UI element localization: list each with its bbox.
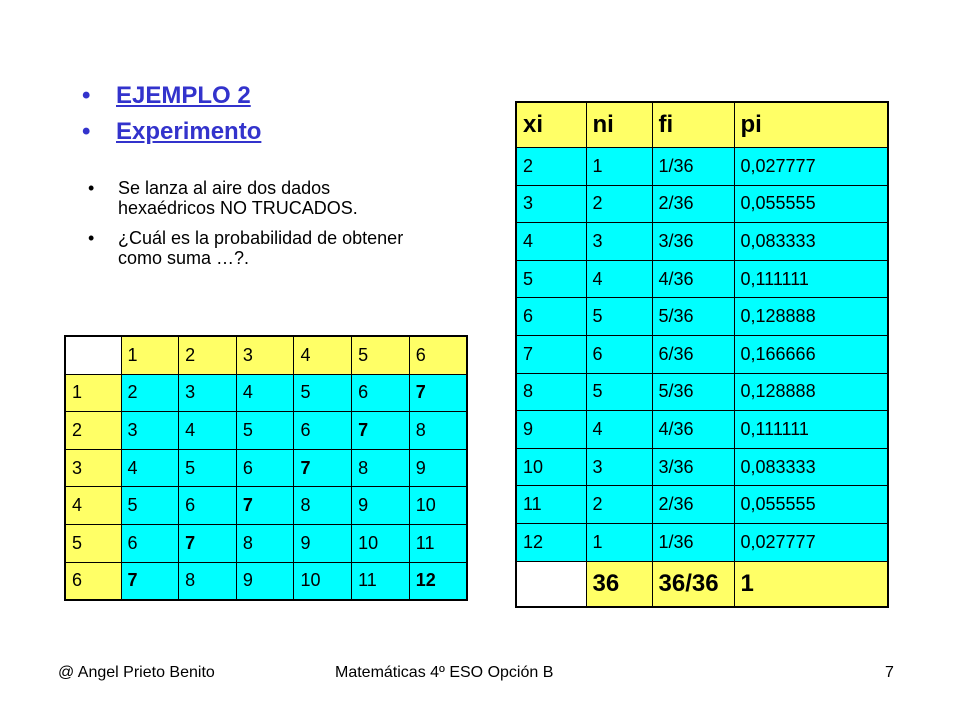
table-cell: 12 <box>516 523 586 561</box>
table-cell: 0,027777 <box>734 523 888 561</box>
table-cell: 8 <box>516 373 586 411</box>
table-cell: 2 <box>516 148 586 186</box>
total-cell <box>516 561 586 607</box>
sum-cell: 3 <box>179 374 237 412</box>
sum-cell: 7 <box>409 374 467 412</box>
sum-cell: 6 <box>294 412 352 450</box>
table-cell: 1/36 <box>652 523 734 561</box>
table-cell: 0,111111 <box>734 411 888 449</box>
table-cell: 4/36 <box>652 411 734 449</box>
total-cell: 36 <box>586 561 652 607</box>
die2-header-cell: 3 <box>236 336 294 374</box>
slide-title-list <box>80 78 261 150</box>
table-cell: 1 <box>586 523 652 561</box>
table-cell: 3/36 <box>652 223 734 261</box>
sum-cell: 8 <box>352 449 410 487</box>
die1-header-cell: 6 <box>65 562 121 600</box>
table-row <box>65 562 467 600</box>
sum-cell: 7 <box>179 524 237 562</box>
sum-cell: 7 <box>236 487 294 525</box>
table-row <box>516 298 888 336</box>
sum-cell: 4 <box>236 374 294 412</box>
column-header: xi <box>516 102 586 148</box>
table-row <box>516 148 888 186</box>
table-cell: 0,055555 <box>734 185 888 223</box>
table-cell: 9 <box>516 411 586 449</box>
description-bullet: • Se lanza al aire dos dados hexaédricos NO TRUCADOS. <box>84 178 404 218</box>
table-cell: 5 <box>586 373 652 411</box>
table-cell: 3 <box>586 448 652 486</box>
sum-cell: 8 <box>179 562 237 600</box>
table-cell: 0,128888 <box>734 373 888 411</box>
table-cell: 2/36 <box>652 486 734 524</box>
sum-cell: 6 <box>352 374 410 412</box>
table-cell: 6 <box>516 298 586 336</box>
die2-header-cell: 5 <box>352 336 410 374</box>
die1-header-cell: 5 <box>65 524 121 562</box>
table-cell: 4 <box>516 223 586 261</box>
sum-cell: 10 <box>409 487 467 525</box>
example-title: • EJEMPLO 2 <box>80 78 261 114</box>
table-cell: 2 <box>586 486 652 524</box>
table-row <box>516 223 888 261</box>
table-row <box>516 523 888 561</box>
column-header: fi <box>652 102 734 148</box>
table-cell: 4 <box>586 411 652 449</box>
table-cell: 10 <box>516 448 586 486</box>
die1-header-cell: 4 <box>65 487 121 525</box>
total-cell: 1 <box>734 561 888 607</box>
table-cell: 0,166666 <box>734 335 888 373</box>
table-row <box>65 412 467 450</box>
sum-cell: 9 <box>409 449 467 487</box>
sum-cell: 12 <box>409 562 467 600</box>
total-cell: 36/36 <box>652 561 734 607</box>
table-row <box>516 411 888 449</box>
table-cell: 2/36 <box>652 185 734 223</box>
dice-sum-table <box>64 335 468 601</box>
footer-author: @ Angel Prieto Benito <box>58 664 215 681</box>
table-row <box>65 449 467 487</box>
column-header: ni <box>586 102 652 148</box>
table-cell: 5 <box>586 298 652 336</box>
table-cell: 1 <box>586 148 652 186</box>
table-cell: 0,083333 <box>734 448 888 486</box>
sum-cell: 3 <box>121 412 179 450</box>
table-cell: 0,055555 <box>734 486 888 524</box>
sum-cell: 6 <box>236 449 294 487</box>
table-cell: 4 <box>586 260 652 298</box>
table-cell: 7 <box>516 335 586 373</box>
sum-cell: 5 <box>179 449 237 487</box>
sum-cell: 8 <box>409 412 467 450</box>
die1-header-cell: 1 <box>65 374 121 412</box>
die2-header-cell: 1 <box>121 336 179 374</box>
sum-cell: 9 <box>236 562 294 600</box>
table-row <box>516 185 888 223</box>
sum-cell: 11 <box>352 562 410 600</box>
table-header-row <box>65 336 467 374</box>
sum-cell: 10 <box>352 524 410 562</box>
table-cell: 5 <box>516 260 586 298</box>
table-row <box>65 487 467 525</box>
corner-cell <box>65 336 121 374</box>
die2-header-cell: 6 <box>409 336 467 374</box>
column-header: pi <box>734 102 888 148</box>
table-row <box>516 448 888 486</box>
table-cell: 11 <box>516 486 586 524</box>
sum-cell: 8 <box>294 487 352 525</box>
sum-cell: 8 <box>236 524 294 562</box>
table-cell: 3/36 <box>652 448 734 486</box>
question-bullet: • ¿Cuál es la probabilidad de obtener como suma …?. <box>84 228 404 268</box>
experiment-title: • Experimento <box>80 114 261 150</box>
totals-row <box>516 561 888 607</box>
sum-cell: 5 <box>236 412 294 450</box>
table-cell: 1/36 <box>652 148 734 186</box>
sum-cell: 6 <box>179 487 237 525</box>
sum-cell: 7 <box>121 562 179 600</box>
table-row <box>65 524 467 562</box>
table-cell: 0,083333 <box>734 223 888 261</box>
table-row <box>516 335 888 373</box>
table-cell: 3 <box>586 223 652 261</box>
sum-cell: 6 <box>121 524 179 562</box>
sum-cell: 11 <box>409 524 467 562</box>
sum-cell: 5 <box>121 487 179 525</box>
table-row <box>516 486 888 524</box>
sum-cell: 9 <box>294 524 352 562</box>
table-cell: 3 <box>516 185 586 223</box>
table-header-row <box>516 102 888 148</box>
sum-cell: 4 <box>179 412 237 450</box>
die2-header-cell: 4 <box>294 336 352 374</box>
die2-header-cell: 2 <box>179 336 237 374</box>
table-cell: 6 <box>586 335 652 373</box>
sum-cell: 9 <box>352 487 410 525</box>
sum-cell: 7 <box>294 449 352 487</box>
table-cell: 0,111111 <box>734 260 888 298</box>
sum-cell: 2 <box>121 374 179 412</box>
sum-cell: 5 <box>294 374 352 412</box>
table-cell: 2 <box>586 185 652 223</box>
table-cell: 0,027777 <box>734 148 888 186</box>
table-row <box>65 374 467 412</box>
sum-cell: 4 <box>121 449 179 487</box>
table-cell: 5/36 <box>652 373 734 411</box>
table-cell: 4/36 <box>652 260 734 298</box>
table-row <box>516 260 888 298</box>
description-list <box>84 178 404 278</box>
footer-course: Matemáticas 4º ESO Opción B <box>335 664 554 681</box>
table-cell: 5/36 <box>652 298 734 336</box>
sum-cell: 10 <box>294 562 352 600</box>
die1-header-cell: 2 <box>65 412 121 450</box>
sum-cell: 7 <box>352 412 410 450</box>
footer-page-number: 7 <box>885 664 894 681</box>
table-cell: 6/36 <box>652 335 734 373</box>
die1-header-cell: 3 <box>65 449 121 487</box>
table-cell: 0,128888 <box>734 298 888 336</box>
table-row <box>516 373 888 411</box>
probability-table <box>515 101 889 608</box>
